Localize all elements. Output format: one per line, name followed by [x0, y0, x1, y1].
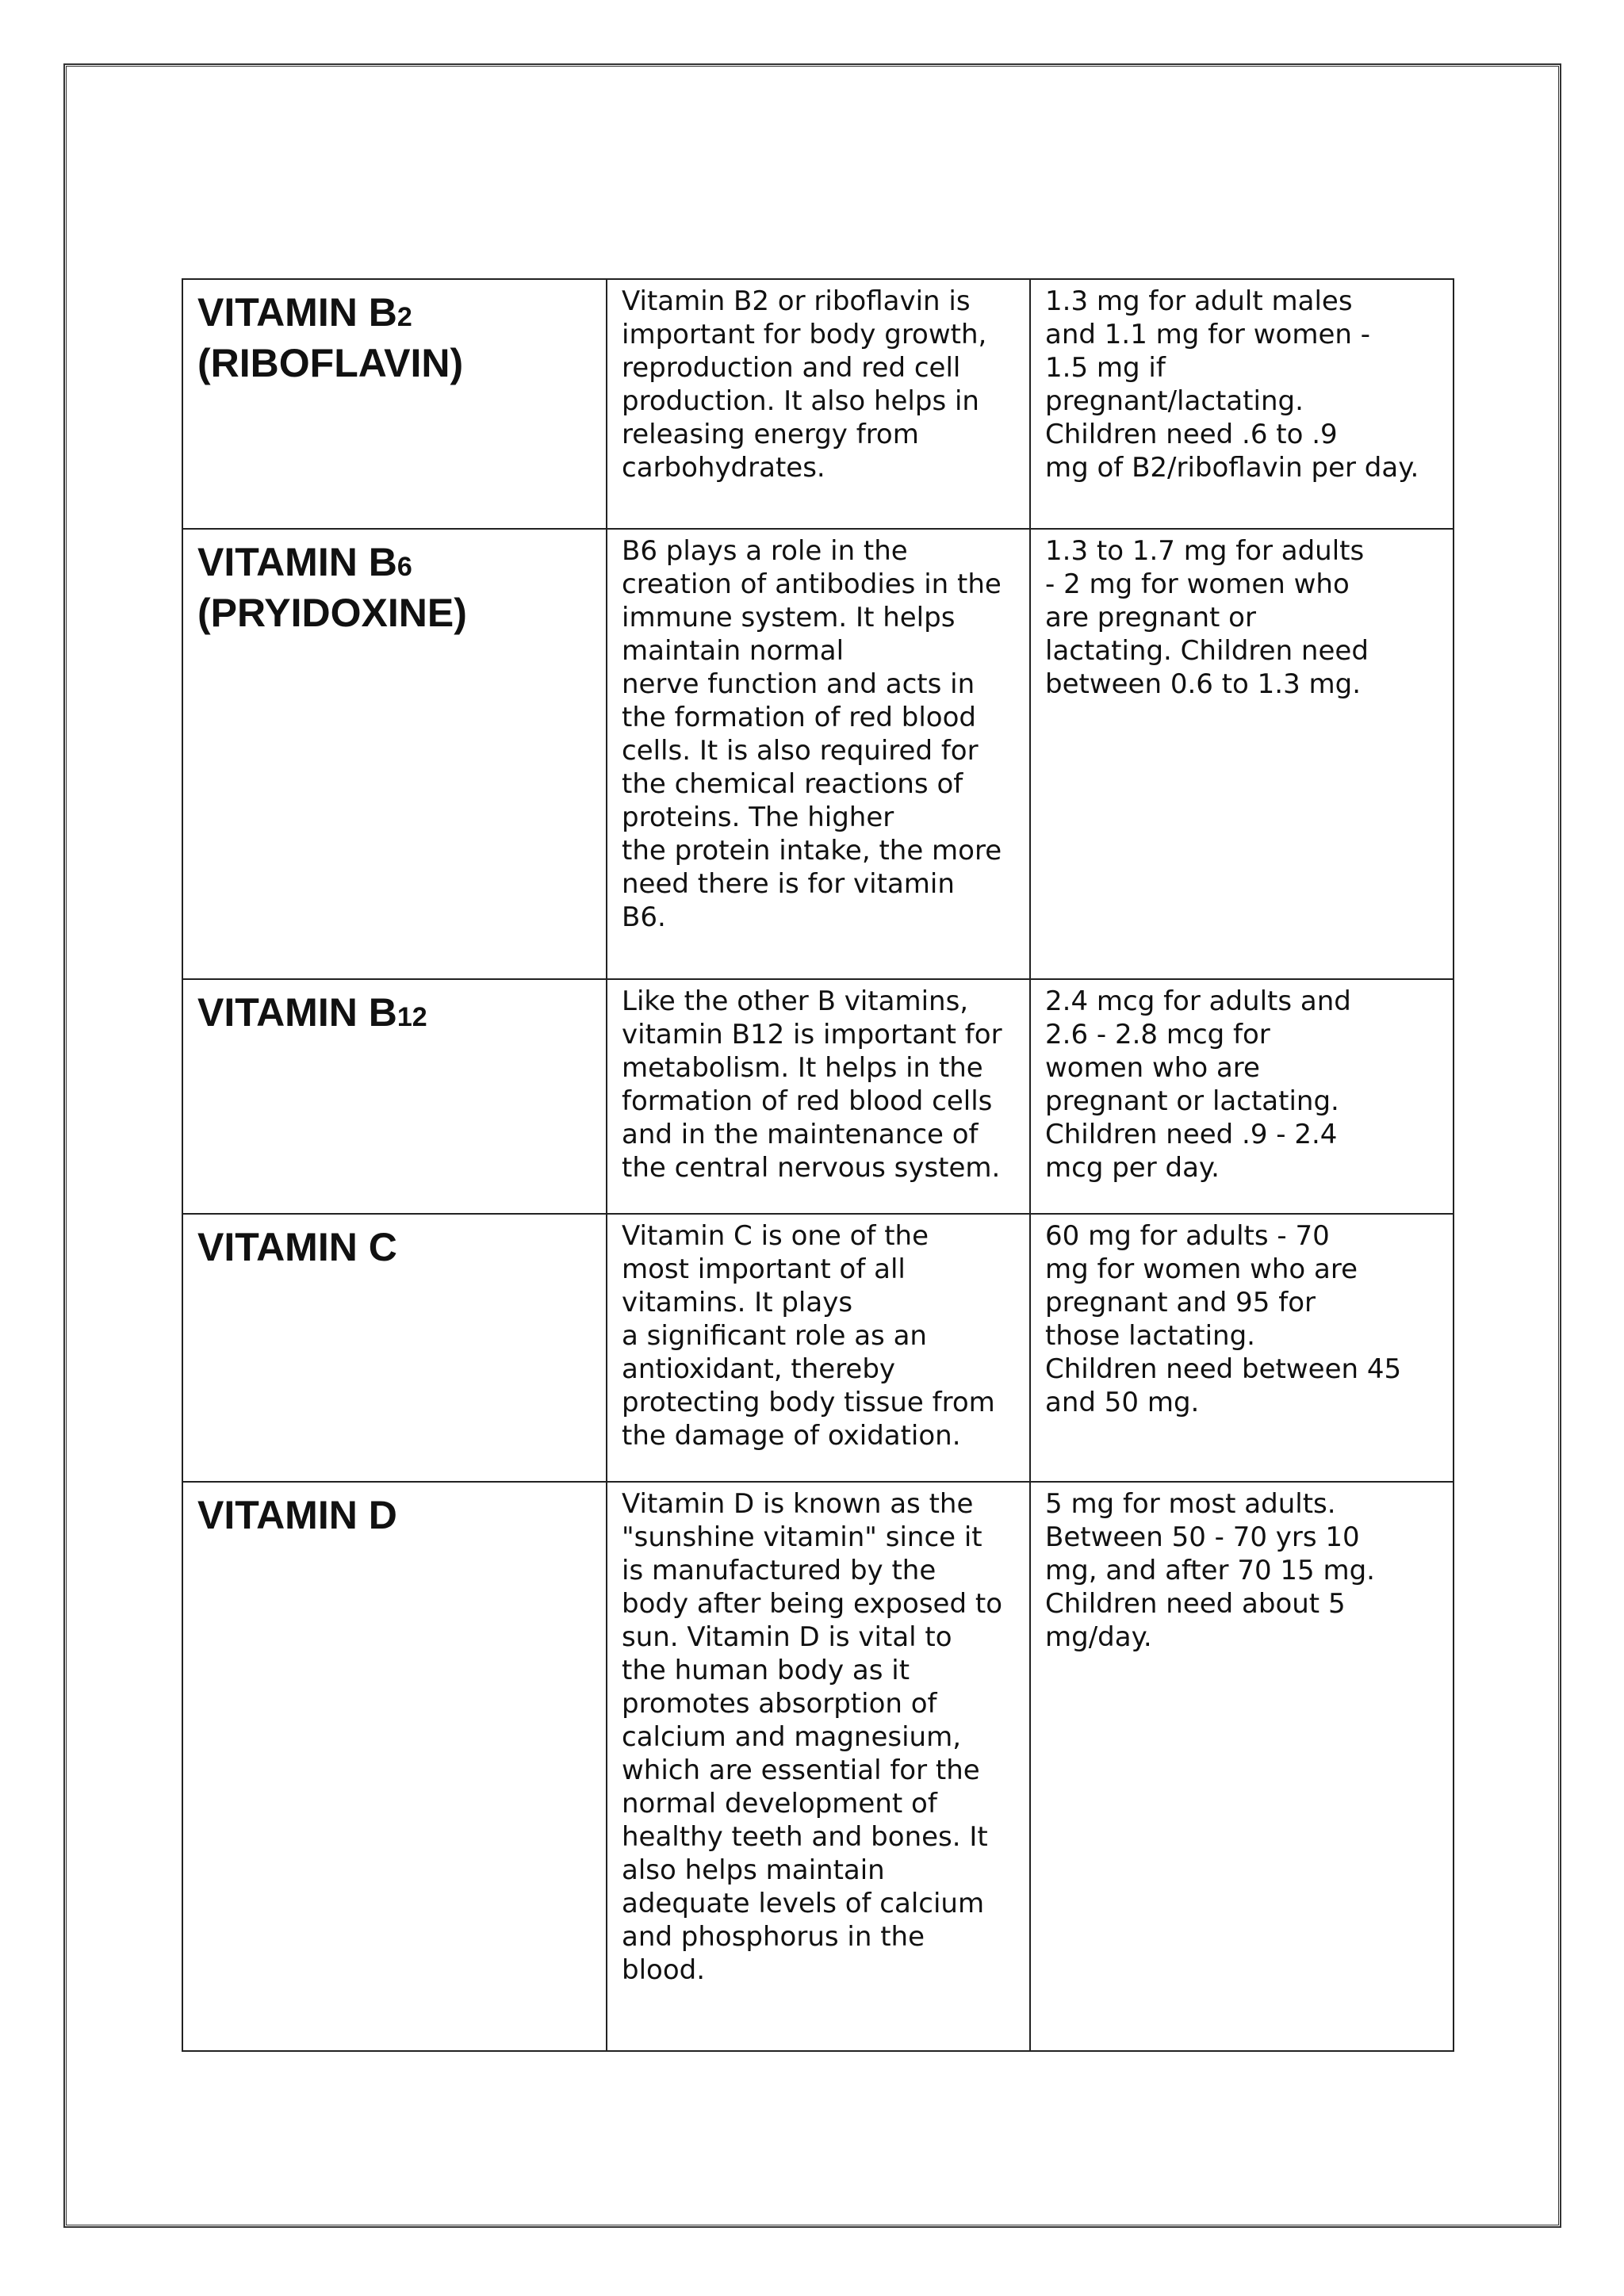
table-row	[182, 979, 1454, 1214]
vitamin-name: VITAMIN B2 (RIBOFLAVIN)	[197, 290, 464, 385]
vitamin-name: VITAMIN B12	[197, 990, 427, 1035]
dosage-cell	[1030, 979, 1454, 1214]
vitamin-description: Vitamin B2 or riboflavin is important for body growth, reproduction and red cell production. It also helps in releasing energy from carbohydrates.	[622, 285, 987, 484]
vitamin-description: B6 plays a role in the creation of antibodies in the immune system. It helps maintain normal nerve function and acts in the formation of red blood cells. It is also required for the chemical reactions of proteins. The higher the protein intake, the more need there is for vitamin B6.	[622, 535, 1002, 933]
vitamin-dosage: 60 mg for adults - 70 mg for women who are pregnant and 95 for those lactating. Children need between 45 and 50 mg.	[1045, 1220, 1402, 1418]
vitamin-table	[182, 278, 1454, 2052]
dosage-cell	[1030, 529, 1454, 979]
dosage-cell	[1030, 1482, 1454, 2051]
vitamin-name-cell	[182, 979, 607, 1214]
description-cell	[607, 279, 1030, 529]
table-row	[182, 1482, 1454, 2051]
vitamin-name: VITAMIN D	[197, 1493, 397, 1537]
description-cell	[607, 529, 1030, 979]
vitamin-name-cell	[182, 1214, 607, 1482]
vitamin-name-cell	[182, 279, 607, 529]
description-cell	[607, 1482, 1030, 2051]
table-row	[182, 279, 1454, 529]
vitamin-dosage: 5 mg for most adults. Between 50 - 70 yrs 10 mg, and after 70 15 mg. Children need about 5 mg/day.	[1045, 1488, 1375, 1653]
vitamin-name-cell	[182, 529, 607, 979]
table-row	[182, 529, 1454, 979]
vitamin-dosage: 1.3 mg for adult males and 1.1 mg for women - 1.5 mg if pregnant/lactating. Children need .6 to .9 mg of B2/riboflavin per day.	[1045, 285, 1419, 484]
table-row	[182, 1214, 1454, 1482]
vitamin-name-cell	[182, 1482, 607, 2051]
vitamin-description: Vitamin D is known as the "sunshine vitamin" since it is manufactured by the body after being exposed to sun. Vitamin D is vital to the human body as it promotes absorption of calcium and magnesium, which are essential for the normal development of healthy teeth and bones. It also helps maintain adequate levels of calcium and phosphorus in the blood.	[622, 1488, 1003, 1986]
dosage-cell	[1030, 1214, 1454, 1482]
description-cell	[607, 979, 1030, 1214]
vitamin-name: VITAMIN C	[197, 1225, 397, 1269]
vitamin-description: Like the other B vitamins, vitamin B12 is important for metabolism. It helps in the formation of red blood cells and in the maintenance of the central nervous system.	[622, 985, 1002, 1184]
vitamin-name: VITAMIN B6 (PRYIDOXINE)	[197, 540, 467, 635]
vitamin-dosage: 1.3 to 1.7 mg for adults - 2 mg for women who are pregnant or lactating. Children need between 0.6 to 1.3 mg.	[1045, 535, 1369, 700]
description-cell	[607, 1214, 1030, 1482]
vitamin-dosage: 2.4 mcg for adults and 2.6 - 2.8 mcg for women who are pregnant or lactating. Children need .9 - 2.4 mcg per day.	[1045, 985, 1351, 1184]
dosage-cell	[1030, 279, 1454, 529]
vitamin-description: Vitamin C is one of the most important of all vitamins. It plays a significant role as an antioxidant, thereby protecting body tissue from the damage of oxidation.	[622, 1220, 995, 1452]
